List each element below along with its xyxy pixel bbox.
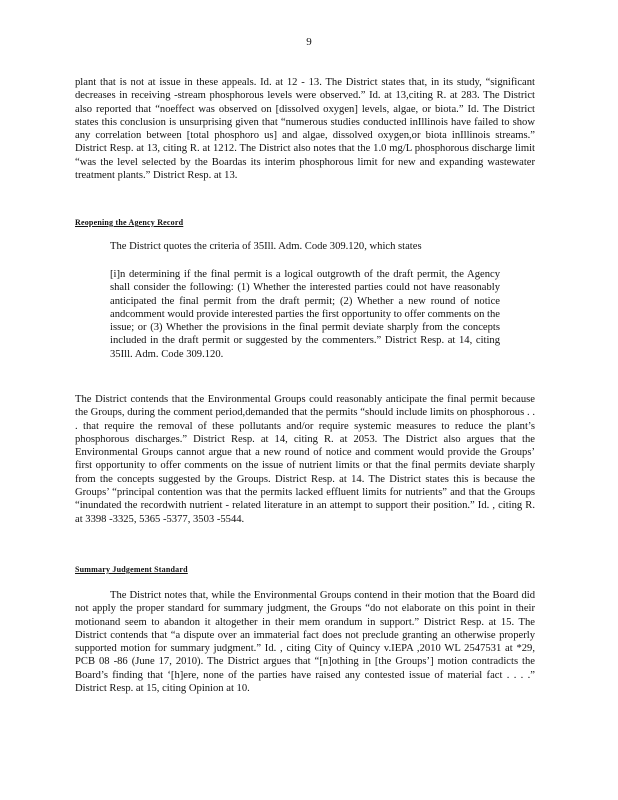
paragraph-text: The District quotes the criteria of 35Ill. Adm. Code 309.120, which states [110,241,422,252]
paragraph-text: The District notes that, while the Environmental Groups contend in their motion that the Board did not apply the proper standard for summary judgment, the Groups “do not elaborate on this point in their motionand seem to abandon it altogether in their mem orandum in support.” District Resp. at 15. The District contends that “a dispute over an immaterial fact does not preclude granting an otherwise properly supported motion for summary judgment.” Id. , citing City of Quincy v.IEPA ,2010 WL 2547531 at *29, PCB 08 -86 (June 17, 2010). The District argues that “[n]othing in [the Groups’] motion contradicts the Board’s finding that ‘[h]ere, none of the parties have raised any contested issue of material fact . . . .” District Resp. at 15, citing Opinion at 10. [75,590,535,695]
paragraph-anticipate-final-permit [75,393,535,526]
paragraph-text: The District contends that the Environmental Groups could reasonably anticipate the final permit because the Groups, during the comment period,demanded that the permits “should include limits on phosphorous . . . that require the removal of these pollutants and/or require systemic measures to reduce the plant’s phosphorous discharges.” District Resp. at 14, citing R. at 2053. The District also argues that the Environmental Groups cannot argue that a new round of notice and comment would provide the Groups’ first opportunity to offer comments on the issue of nutrient limits or that the final permits deviate sharply from the concepts suggested by the Groups. District Resp. at 14. The District states this is because the Groups’ “principal contention was that the permits lacked effluent limits for nutrients” and that the Groups “inundated the recordwith nutrient - related literature in an attempt to support their position.” Id. , citing R. at 3398 -3325, 5365 -5377, 3503 -5544. [75,394,535,525]
paragraph-text: plant that is not at issue in these appeals. Id. at 12 - 13. The District states that, in its study, “significant decreases in receiving -stream phosphorous levels were observed.” Id. at 13,citing R. at 283. The District also reported that “noeffect was observed on [dissolved oxygen] levels, algae, or biota.” Id. The District states this conclusion is unsurprising given that “numerous studies conducted inIllinois have failed to show any correlation between [total phosphoro us] and algae, dissolved oxygen,or biota inIllinois streams.” District Resp. at 13, citing R. at 1212. The District also notes that the 1.0 mg/L phosphorous discharge limit “was the level selected by the Boardas its interim phosphorous limit for new and expanding wastewater treatment plants.” District Resp. at 13. [75,77,535,182]
paragraph-district-study [75,76,535,182]
quote-text: [i]n determining if the final permit is a logical outgrowth of the draft permit, the Agency shall consider the following: (1) Whether the interested parties could not have reasonably anticipated the final permit from the draft permit; (2) Whether a new round of notice andcomment would provide interested parties the first opportunity to offer comments on the issue; or (3) Whether the provisions in the final permit deviate sharply from the concepts included in the draft permit or suggested by the commenters.” District Resp. at 14, citing 35Ill. Adm. Code 309.120. [110,269,500,360]
section-heading-reopening: Reopening the Agency Record [75,218,184,227]
paragraph-summary-judgment [75,589,535,695]
paragraph-criteria-intro [110,240,500,253]
block-quote-309-120 [110,268,500,361]
section-heading-summary-judgement: Summary Judgement Standard [75,565,188,574]
page-number: 9 [306,36,312,48]
